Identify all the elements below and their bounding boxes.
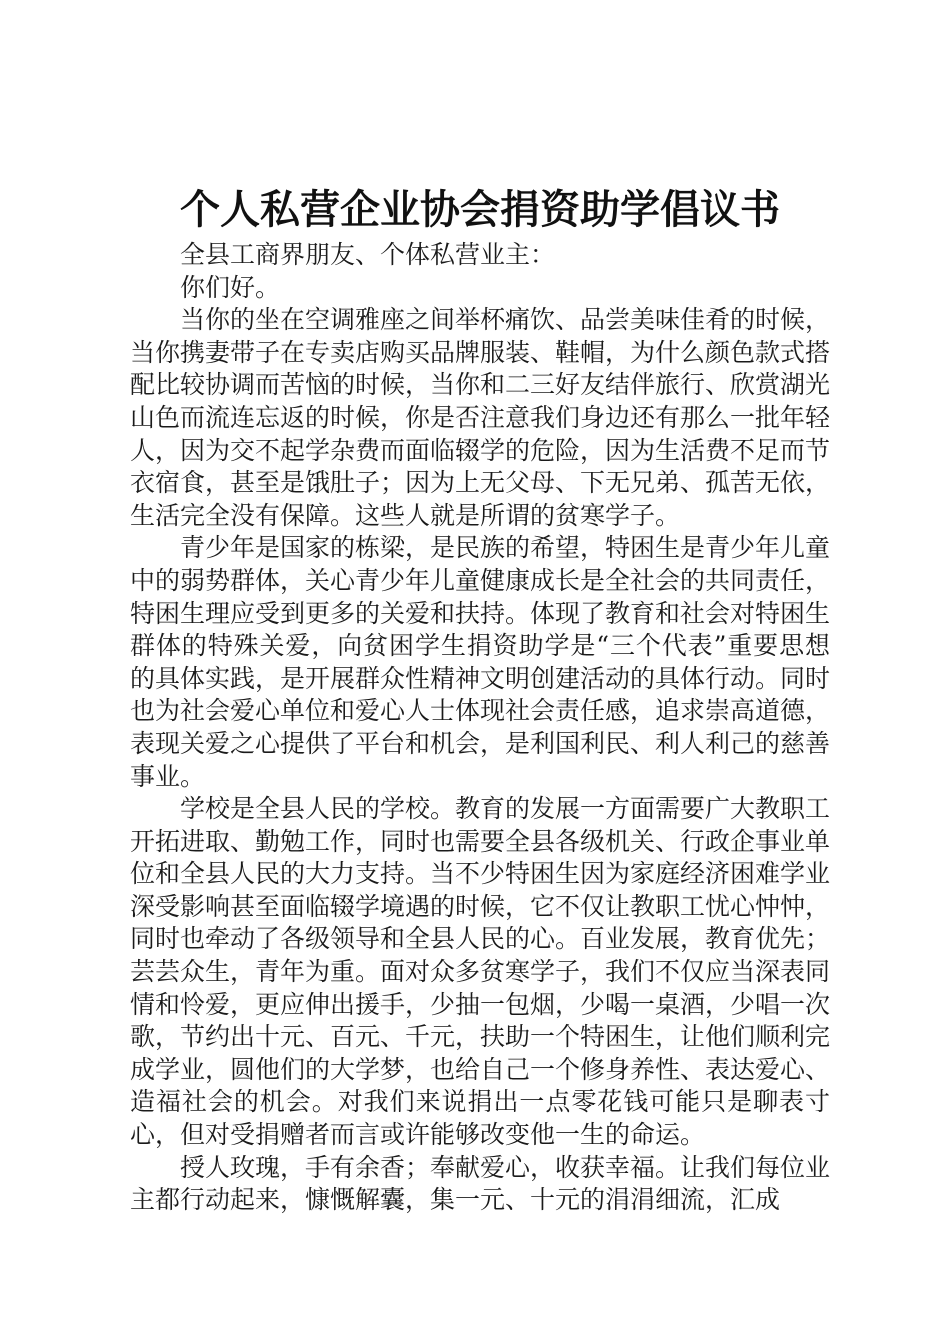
paragraph-1: 当你的坐在空调雅座之间举杯痛饮、品尝美味佳肴的时候，当你携妻带子在专卖店购买品牌服装、鞋帽，为什么颜色款式搭配比较协调而苦恼的时候，当你和二三好友结伴旅行、欣赏湖光山色而流连忘返的时候，你是否注意我们身边还有那么一批年轻人，因为交不起学杂费而面临辍学的危险，因为生活费不足而节衣宿食，甚至是饿肚子；因为上无父母、下无兄弟、孤苦无依，生活完全没有保障。这些人就是所谓的贫寒学子。 xyxy=(130,305,831,530)
document-title: 个人私营企业协会捐资助学倡议书 xyxy=(180,187,780,233)
salutation: 全县工商界朋友、个体私营业主： xyxy=(180,240,556,269)
paragraph-2: 青少年是国家的栋梁，是民族的希望，特困生是青少年儿童中的弱势群体，关心青少年儿童健康成长是全社会的共同责任，特困生理应受到更多的关爱和扶持。体现了教育和社会对特困生群体的特殊关爱，向贫困学生捐资助学是“三个代表”重要思想的具体实践，是开展群众性精神文明创建活动的具体行动。同时也为社会爱心单位和爱心人士体现社会责任感，追求崇高道德，表现关爱之心提供了平台和机会，是利国利民、利人利己的慈善事业。 xyxy=(130,533,831,791)
paragraph-3: 学校是全县人民的学校。教育的发展一方面需要广大教职工开拓进取、勤勉工作，同时也需要全县各级机关、行政企事业单位和全县人民的大力支持。当不少特困生因为家庭经济困难学业深受影响甚至面临辍学境遇的时候，它不仅让教职工忧心忡忡，同时也牵动了各级领导和全县人民的心。百业发展，教育优先；芸芸众生，青年为重。面对众多贫寒学子，我们不仅应当深表同情和怜爱，更应伸出援手，少抽一包烟，少喝一桌酒，少唱一次歌，节约出十元、百元、千元，扶助一个特困生，让他们顺利完成学业，圆他们的大学梦，也给自己一个修身养性、表达爱心、造福社会的机会。对我们来说捐出一点零花钱可能只是聊表寸心，但对受捐赠者而言或许能够改变他一生的命运。 xyxy=(130,794,831,1150)
document-body xyxy=(130,239,830,1217)
paragraph-4: 授人玫瑰，手有余香；奉献爱心，收获幸福。让我们每位业主都行动起来，慷慨解囊，集一元、十元的涓涓细流，汇成 xyxy=(130,1152,831,1215)
greeting: 你们好。 xyxy=(180,272,281,302)
